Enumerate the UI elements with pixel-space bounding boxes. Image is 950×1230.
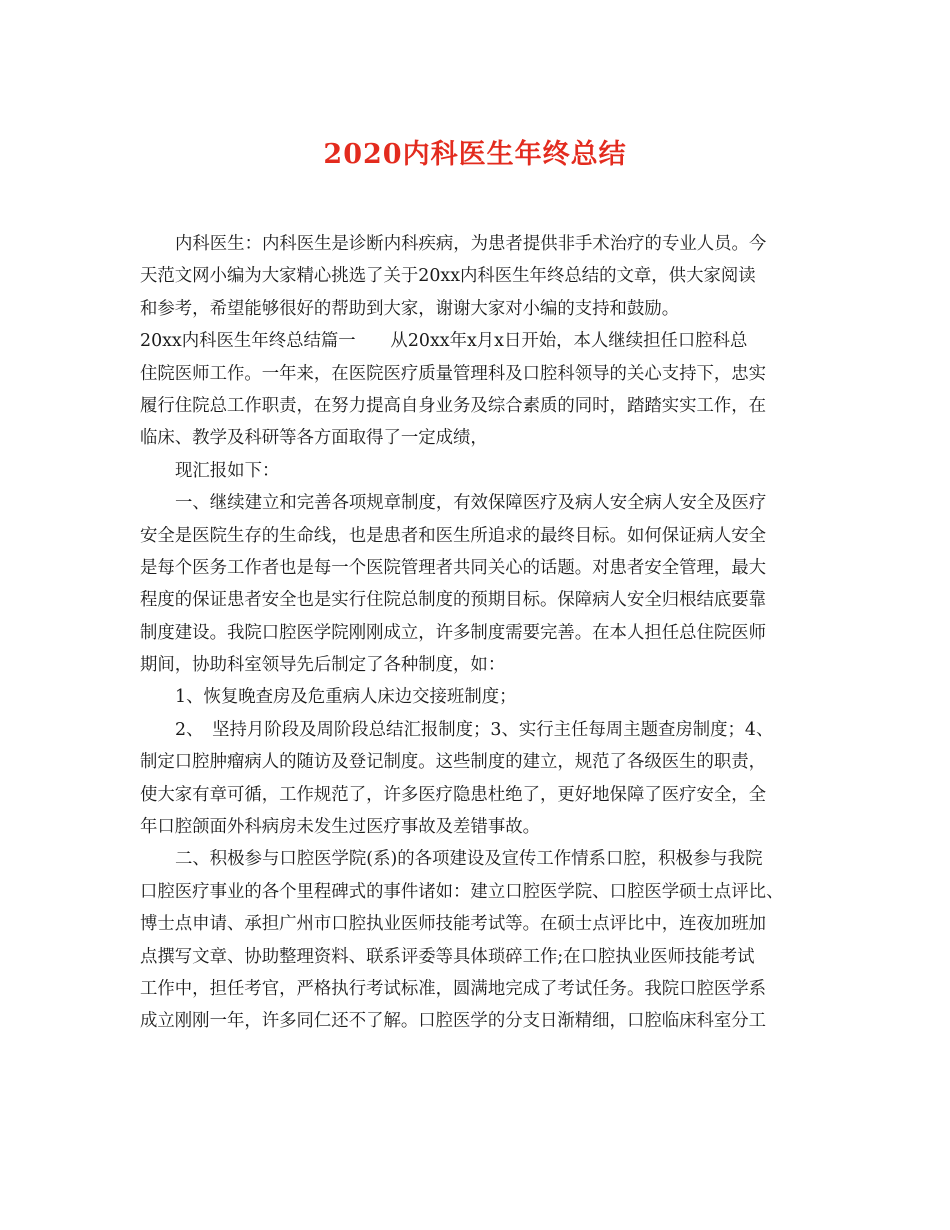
text-line: 工作中，担任考官，严格执行考试标准，圆满地完成了考试任务。我院口腔医学系 (140, 978, 767, 999)
text-line: 和参考，希望能够很好的帮助到大家，谢谢大家对小编的支持和鼓励。 (140, 298, 680, 319)
text-line: 一、继续建立和完善各项规章制度，有效保障医疗及病人安全病人安全及医疗 (175, 493, 767, 514)
text-line: 履行住院总工作职责，在努力提高自身业务及综合素质的同时，踏踏实实工作，在 (140, 395, 767, 416)
text-line: 博士点申请、承担广州市口腔执业医师技能考试等。在硕士点评比中，连夜加班加 (140, 914, 767, 935)
document-body (140, 228, 820, 1038)
text-line: 1、恢复晚查房及危重病人床边交接班制度； (175, 687, 517, 708)
text-line: 住院医师工作。一年来，在医院医疗质量管理科及口腔科领导的关心支持下，忠实 (140, 363, 767, 384)
text-line: 成立刚刚一年，许多同仁还不了解。口腔医学的分支日渐精细，口腔临床科室分工 (140, 1011, 767, 1032)
text-line: 20xx内科医生年终总结篇一 从20xx年x月x日开始，本人继续担任口腔科总 (140, 331, 748, 352)
text-line: 内科医生：内科医生是诊断内科疾病，为患者提供非手术治疗的专业人员。今 (175, 234, 767, 254)
text-line: 2、 坚持月阶段及周阶段总结汇报制度；3、实行主任每周主题查房制度；4、 (175, 719, 774, 740)
text-line: 二、积极参与口腔医学院(系)的各项建设及宣传工作情系口腔，积极参与我院 (175, 849, 763, 870)
text-line: 期间，协助科室领导先后制定了各种制度，如： (140, 655, 506, 676)
text-line: 口腔医疗事业的各个里程碑式的事件诸如：建立口腔医学院、口腔医学硕士点评比、 (140, 881, 784, 902)
text-line: 制度建设。我院口腔医学院刚刚成立，许多制度需要完善。在本人担任总住院医师 (140, 622, 767, 643)
text-line: 临床、教学及科研等各方面取得了一定成绩， (140, 428, 488, 449)
text-line: 年口腔颌面外科病房未发生过医疗事故及差错事故。 (140, 817, 540, 838)
text-line: 制定口腔肿瘤病人的随访及登记制度。这些制度的建立，规范了各级医生的职责， (140, 752, 767, 773)
text-line: 天范文网小编为大家精心挑选了关于20xx内科医生年终总结的文章，供大家阅读 (140, 266, 756, 287)
text-line: 点撰写文章、协助整理资料、联系评委等具体琐碎工作;在口腔执业医师技能考试 (140, 946, 755, 967)
document-title: 2020内科医生年终总结 (323, 139, 627, 170)
text-line: 安全是医院生存的生命线，也是患者和医生所追求的最终目标。如何保证病人安全 (140, 525, 767, 546)
text-line: 现汇报如下： (175, 460, 280, 481)
text-line: 程度的保证患者安全也是实行住院总制度的预期目标。保障病人安全归根结底要靠 (140, 590, 767, 611)
text-line: 是每个医务工作者也是每一个医院管理者共同关心的话题。对患者安全管理，最大 (140, 557, 767, 578)
text-line: 使大家有章可循，工作规范了，许多医疗隐患杜绝了，更好地保障了医疗安全，全 (140, 784, 767, 805)
